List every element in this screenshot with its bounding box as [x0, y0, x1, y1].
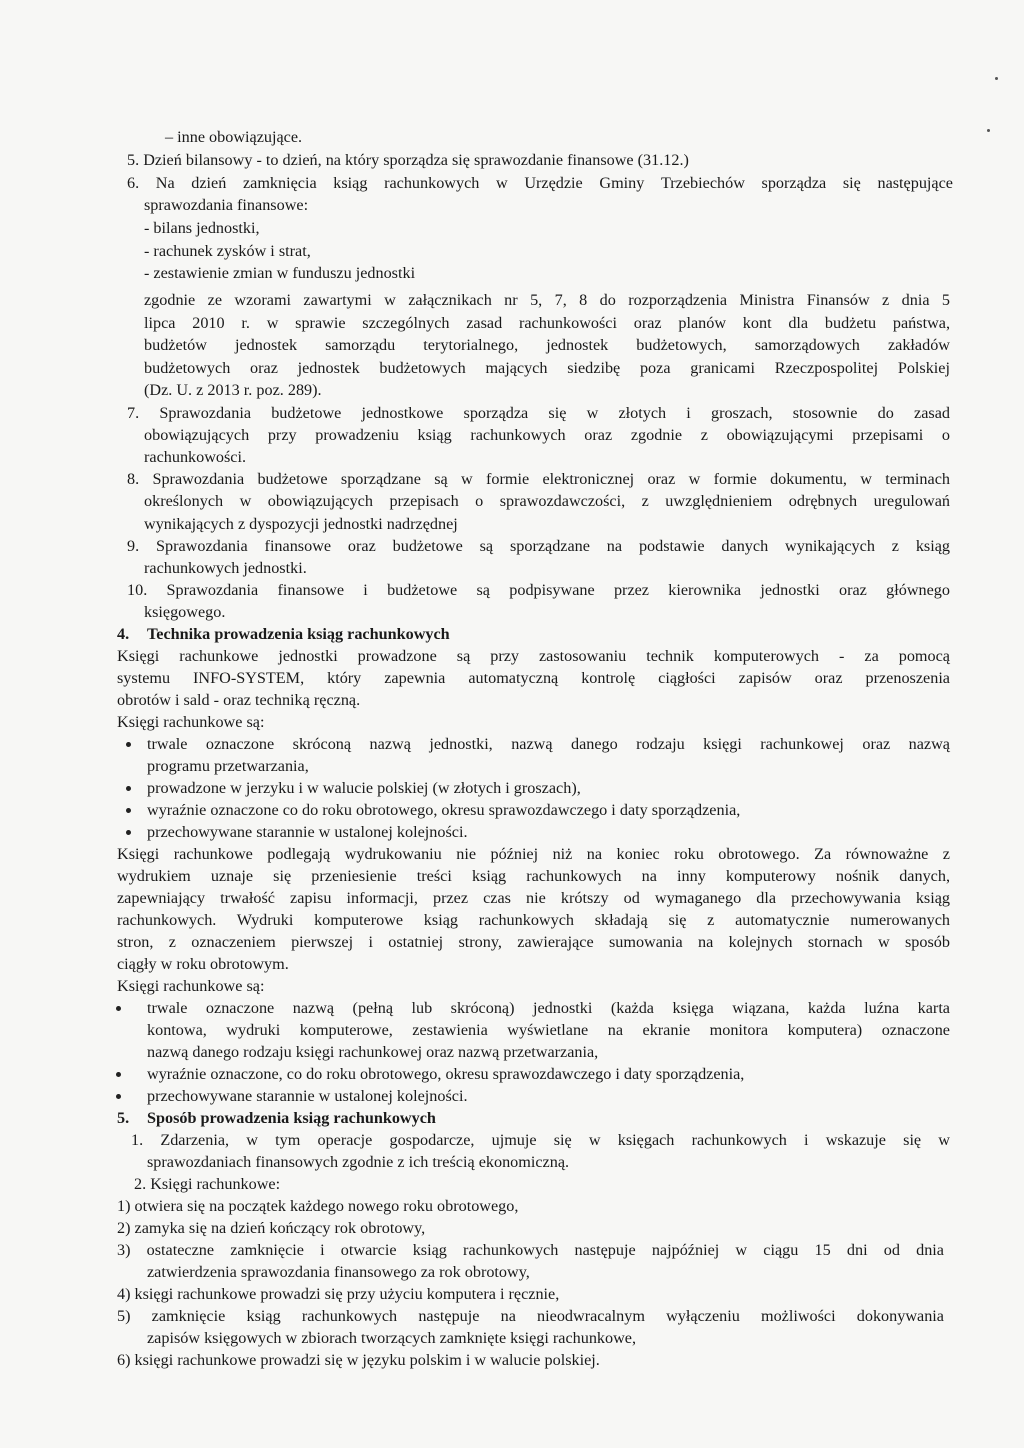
text-line: 9. Sprawozdania finansowe oraz budżetowe są sporządzane na podstawie danych wynikających z ksiąg — [127, 537, 950, 555]
bullet-icon — [126, 742, 131, 747]
text-line: stron, z oznaczeniem pierwszej i ostatniej strony, zawierające sumowania na kolejnych stornach w sposób — [117, 933, 950, 951]
text-line: 7. Sprawozdania budżetowe jednostkowe sporządza się w złotych i groszach, stosownie do zasad — [127, 404, 950, 422]
scan-speck — [995, 77, 998, 80]
text-line: Księgi rachunkowe jednostki prowadzone są przy zastosowaniu technik komputerowych - za pomocą — [117, 647, 950, 665]
text-line: budżetów jednostek samorządu terytorialnego, jednostek budżetowych, samorządowych zakładów — [144, 336, 950, 354]
list-item: 2) zamyka się na dzień kończący rok obrotowy, — [117, 1219, 426, 1237]
list-item: nazwą danego rodzaju księgi rachunkowej oraz nazwą przetwarzania, — [147, 1043, 599, 1061]
list-item: trwale oznaczone skróconą nazwą jednostki, nazwą danego rodzaju księgi rachunkowej oraz nazwą — [147, 735, 950, 753]
text-line: Księgi rachunkowe są: — [117, 713, 265, 731]
text-line: zapewniający trwałość zapisu informacji, przez czas nie krótszy od wymaganego dla przechowywania ksiąg — [117, 889, 950, 907]
list-item: prowadzone w jerzyku i w walucie polskiej (w złotych i groszach), — [147, 779, 581, 797]
text-line: zgodnie ze wzorami zawartymi w załącznikach nr 5, 7, 8 do rozporządzenia Ministra Finansów z dnia 5 — [144, 291, 950, 309]
list-item: 6) księgi rachunkowe prowadzi się w języku polskim i w walucie polskiej. — [117, 1351, 600, 1369]
section-number: 5. — [117, 1109, 130, 1127]
bullet-icon — [116, 1072, 121, 1077]
list-item: 3) ostateczne zamknięcie i otwarcie ksiąg rachunkowych następuje najpóźniej w ciągu 15 dni od dnia — [117, 1241, 944, 1259]
list-item: zatwierdzenia sprawozdania finansowego za rok obrotowy, — [147, 1263, 530, 1281]
section-heading: Technika prowadzenia ksiąg rachunkowych — [147, 625, 450, 643]
text-line: budżetowych oraz jednostek budżetowych mających siedzibę poza granicami Rzeczpospolitej Polskiej — [144, 359, 950, 377]
text-line: 1. Zdarzenia, w tym operacje gospodarcze, ujmuje się w księgach rachunkowych i wskazuje się w — [131, 1131, 950, 1149]
text-line: rachunkowych jednostki. — [144, 559, 307, 577]
text-line: rachunkowości. — [144, 448, 247, 466]
text-line: obowiązujących przy prowadzeniu ksiąg rachunkowych oraz zgodnie z obowiązującymi przepisami o — [144, 426, 950, 444]
text-line: Księgi rachunkowe są: — [117, 977, 265, 995]
list-item: przechowywane starannie w ustalonej kolejności. — [147, 823, 468, 841]
list-item: kontowa, wydruki komputerowe, zestawienia wyświetlane na ekranie monitora komputera) oznaczone — [147, 1021, 950, 1039]
section-number: 4. — [117, 625, 130, 643]
text-line: 6. Na dzień zamknięcia ksiąg rachunkowych w Urzędzie Gminy Trzebiechów sporządza się następujące — [127, 174, 953, 192]
text-line: - rachunek zysków i strat, — [144, 242, 311, 260]
list-item: programu przetwarzania, — [147, 757, 309, 775]
text-line: (Dz. U. z 2013 r. poz. 289). — [144, 381, 322, 399]
list-item: wyraźnie oznaczone co do roku obrotowego, okresu sprawozdawczego i daty sporządzenia, — [147, 801, 741, 819]
text-line: wynikających z dyspozycji jednostki nadrzędnej — [144, 515, 458, 533]
bullet-icon — [126, 786, 131, 791]
text-line: – inne obowiązujące. — [165, 128, 303, 146]
bullet-icon — [116, 1094, 121, 1099]
list-item: wyraźnie oznaczone, co do roku obrotowego, okresu sprawozdawczego i daty sporządzenia, — [147, 1065, 745, 1083]
bullet-icon — [116, 1006, 121, 1011]
list-item: 4) księgi rachunkowe prowadzi się przy użyciu komputera i ręcznie, — [117, 1285, 560, 1303]
text-line: - bilans jednostki, — [144, 219, 260, 237]
list-item: zapisów księgowych w zbiorach tworzących zamknięte księgi rachunkowe, — [147, 1329, 637, 1347]
list-item: 5) zamknięcie ksiąg rachunkowych następuje na nieodwracalnym wyłączeniu możliwości dokonywania — [117, 1307, 944, 1325]
text-line: sprawozdaniach finansowych zgodnie z ich treścią ekonomiczną. — [147, 1153, 570, 1171]
text-line: 10. Sprawozdania finansowe i budżetowe są podpisywane przez kierownika jednostki oraz głównego — [127, 581, 950, 599]
text-line: 5. Dzień bilansowy - to dzień, na który sporządza się sprawozdanie finansowe (31.12.) — [127, 151, 689, 169]
text-line: sprawozdania finansowe: — [144, 196, 309, 214]
bullet-icon — [126, 830, 131, 835]
text-line: lipca 2010 r. w sprawie szczególnych zasad rachunkowości oraz planów kont dla budżetu państwa, — [144, 314, 950, 332]
text-line: systemu INFO-SYSTEM, który zapewnia automatyczną kontrolę ciągłości zapisów oraz przenoszenia — [117, 669, 950, 687]
bullet-icon — [126, 808, 131, 813]
text-line: Księgi rachunkowe podlegają wydrukowaniu nie później niż na koniec roku obrotowego. Za równoważne z — [117, 845, 950, 863]
text-line: 2. Księgi rachunkowe: — [134, 1175, 281, 1193]
text-line: rachunkowych. Wydruki komputerowe ksiąg rachunkowych składają się z automatycznie numerowanych — [117, 911, 950, 929]
text-line: wydrukiem uznaje się przeniesienie treści ksiąg rachunkowych na inny komputerowy nośnik danych, — [117, 867, 950, 885]
text-line: - zestawienie zmian w funduszu jednostki — [144, 264, 416, 282]
list-item: przechowywane starannie w ustalonej kolejności. — [147, 1087, 468, 1105]
text-line: księgowego. — [144, 603, 226, 621]
list-item: 1) otwiera się na początek każdego nowego roku obrotowego, — [117, 1197, 519, 1215]
text-line: 8. Sprawozdania budżetowe sporządzane są w formie elektronicznej oraz w formie dokumentu, w terminach — [127, 470, 950, 488]
section-heading: Sposób prowadzenia ksiąg rachunkowych — [147, 1109, 436, 1127]
text-line: określonych w obowiązujących przepisach o sprawozdawczości, z uwzględnieniem odrębnych uregulowań — [144, 492, 950, 510]
list-item: trwale oznaczone nazwą (pełną lub skróconą) jednostki (każda księga wiązana, każda luźna karta — [147, 999, 950, 1017]
text-line: ciągły w roku obrotowym. — [117, 955, 289, 973]
text-line: obrotów i sald - oraz techniką ręczną. — [117, 691, 361, 709]
scan-speck — [987, 129, 990, 132]
